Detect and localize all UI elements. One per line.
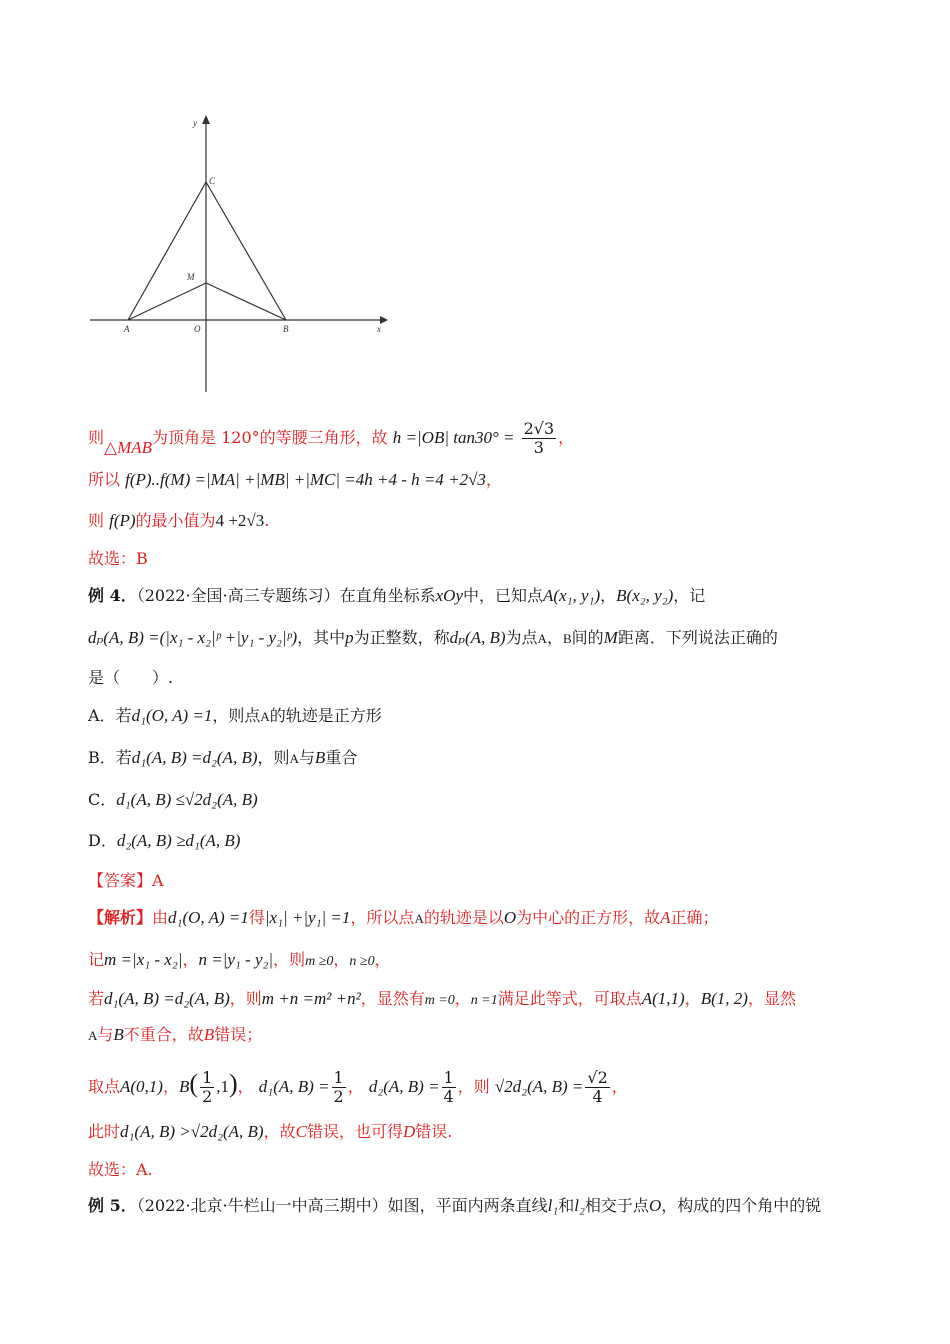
segment-AC	[128, 182, 206, 320]
ans4-step1: 【解析】由d₁(O, A) =1得|x₁| +|y₁| =1，所以点A的轨迹是以O为中心的正方形，故A正确；	[88, 908, 719, 927]
frac-sqrt2-over-4: $\frac{√2}{4}$	[587, 1068, 608, 1106]
label-x: x	[377, 324, 381, 334]
triangle-figure	[80, 110, 400, 400]
sol3-choice: 故选：B	[88, 549, 148, 568]
frac-one-half: $\frac{1}{2}$	[202, 1068, 213, 1106]
segment-MA	[128, 283, 206, 320]
label-M: M	[187, 272, 195, 282]
ans4-choice: 故选：A.	[88, 1160, 153, 1179]
ex4-option-C[interactable]: C．d₁(A, B) ≤√2d₂(A, B)	[88, 790, 258, 809]
segment-MB	[206, 283, 286, 320]
label-y: y	[193, 118, 197, 128]
sol3-line2: 所以 f(P)..f(M) =|MA| +|MB| +|MC| =4h +4 - h =4 +2√3，	[88, 470, 502, 489]
ans4-answer: 【答案】A	[88, 871, 164, 890]
ex4-option-A[interactable]: A．若d₁(O, A) =1，则点A的轨迹是正方形	[88, 706, 382, 725]
segment-BC	[206, 182, 286, 320]
x-axis-arrow	[380, 316, 388, 324]
sol3-line3: 则 f(P)的最小值为4 +2√3.	[88, 511, 270, 530]
ex4-stem-line3: 是（ ）.	[88, 668, 174, 687]
label-C: C	[209, 176, 216, 186]
sol3-line1: 则△MAB为顶角是 120°的等腰三角形，故 h =|OB| tan30° = $\frac{2√3}{3}$ ，	[88, 419, 575, 457]
y-axis-arrow	[202, 115, 210, 124]
ex4-stem-line1: 例 4．（2022·全国·高三专题练习）在直角坐标系xOy中，已知点A(x₁, y₁)，B(x₂, y₂)，记	[88, 586, 706, 605]
label-O: O	[194, 324, 201, 334]
ex4-option-D[interactable]: D．d₂(A, B) ≥d₁(A, B)	[88, 831, 241, 850]
ans4-step4: A与B不重合，故B错误；	[88, 1025, 263, 1044]
ans4-step2: 记m =|x₁ - x₂|，n =|y₁ - y₂|，则m ≥0，n ≥0，	[88, 950, 391, 969]
ans4-step6: 此时d₁(A, B) >√2d₂(A, B)，故C错误，也可得D错误.	[88, 1122, 453, 1141]
frac-d2: $\frac{1}{4}$	[443, 1068, 454, 1106]
frac-d1: $\frac{1}{2}$	[333, 1068, 344, 1106]
ans4-step5: 取点A(0,1)，B( $\frac{1}{2}$ ,1)， d₁(A, B) = $\frac{1}{2}$ ， d₂(A, B) = $\frac{1}{4}$ ，则 √2d₂(A, B) = $\frac{√2}{4}$ ，	[88, 1068, 628, 1106]
ex4-stem-line2: dₚ(A, B) =(|x₁ - x₂|ᵖ +|y₁ - y₂|ᵖ)，其中p为正整数，称dₚ(A, B)为点A，B间的M距离．下列说法正确的	[88, 628, 778, 647]
label-A: A	[124, 324, 130, 334]
ex5-stem: 例 5．（2022·北京·牛栏山一中高三期中）如图，平面内两条直线l₁和l₂相交于点O，构成的四个角中的锐	[88, 1196, 822, 1215]
ans4-step3: 若d₁(A, B) =d₂(A, B)，则m +n =m² +n²，显然有m =0，n =1满足此等式，可取点A(1,1)，B(1, 2)，显然	[88, 989, 796, 1008]
ex4-option-B[interactable]: B．若d₁(A, B) =d₂(A, B)，则A与B重合	[88, 748, 358, 767]
frac-2sqrt3-over-3: $\frac{2√3}{3}$	[523, 419, 555, 457]
label-B: B	[283, 324, 289, 334]
